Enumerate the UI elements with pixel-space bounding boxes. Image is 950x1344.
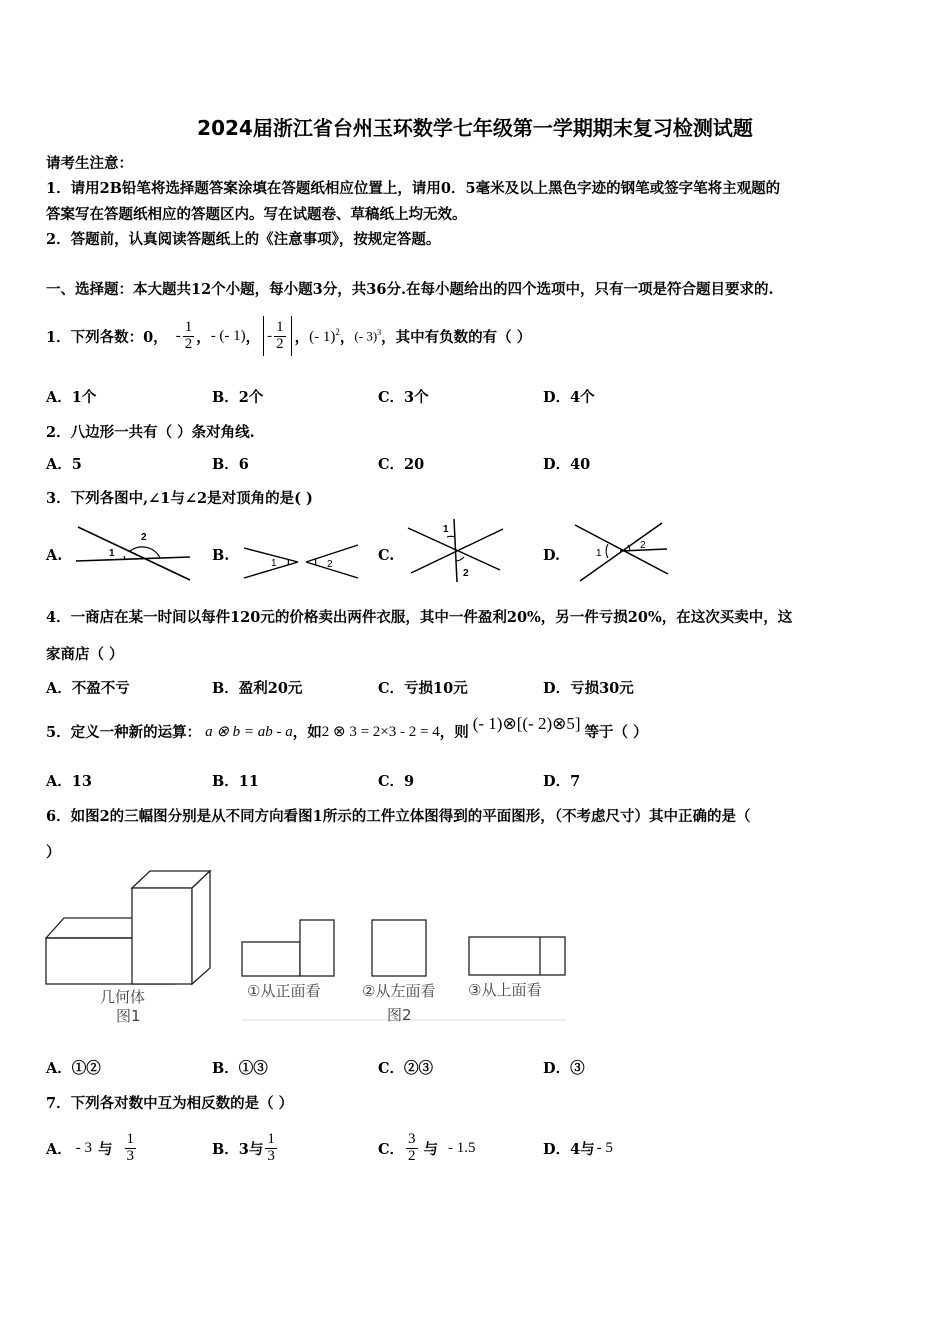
q5-mid: ，如 [292, 723, 322, 741]
q1-sep: ， [245, 328, 261, 346]
q1-neg-sign: - [175, 327, 181, 344]
question-1 [46, 306, 531, 366]
q7-option-b-label: B．3与 [212, 1140, 264, 1158]
q2-option-c[interactable]: C．20 [378, 456, 425, 473]
q1-option-a[interactable]: A．1个 [46, 389, 97, 406]
notice-line-2: 2．答题前，认真阅读答题纸上的《注意事项》，按规定答题。 [46, 231, 441, 248]
q3d-angle-2: 2 [640, 540, 646, 551]
q3c-angle-2: 2 [463, 568, 469, 579]
q1-sep: ， [294, 328, 310, 346]
page-title: 2024届浙江省台州玉环数学七年级第一学期期末复习检测试题 [197, 116, 753, 140]
q4-option-b[interactable]: B．盈利20元 [212, 680, 303, 697]
q5-prefix: 5．定义一种新的运算： [46, 723, 202, 741]
q6-option-d[interactable]: D．③ [543, 1060, 585, 1077]
q3-figure-a [72, 520, 197, 585]
q1-fraction-half: $\frac{1}{2}$ [184, 318, 193, 352]
question-5 [46, 713, 648, 749]
question-4-line-2: 家商店（ ） [46, 646, 124, 663]
q5-expression: (- 1)⊗[(- 2)⊗5] [472, 714, 581, 733]
q3b-angle-2: 2 [327, 559, 333, 570]
q1-sep: ， [339, 328, 355, 346]
q7-option-b[interactable] [212, 1124, 279, 1172]
q1-suffix: ，其中有负数的有（ ） [381, 328, 532, 346]
q7-option-b-fraction: $\frac{1}{3}$ [267, 1130, 275, 1164]
q2-option-a[interactable]: A．5 [46, 456, 82, 473]
notice-line-1a: 1．请用2B铅笔将选择题答案涂填在答题纸相应位置上，请用0．5毫米及以上黑色字迹的钢笔或签字笔将主观题的 [46, 180, 781, 197]
question-3: 3．下列各图中,∠1与∠2是对顶角的是( ) [46, 490, 313, 507]
q3c-angle-1: 1 [443, 524, 449, 535]
q5-option-c[interactable]: C．9 [378, 773, 415, 790]
q7-option-d-value: - 5 [596, 1139, 613, 1156]
q1-item-4: (- 1)$^2$ [309, 326, 340, 345]
q6-view-front-label: ①从正面看 [247, 982, 321, 1000]
q7-option-a-value: - 3 [75, 1139, 93, 1156]
q7-option-c-fraction: $\frac{3}{2}$ [408, 1130, 416, 1164]
q7-option-a-mid: 与 [98, 1140, 113, 1158]
q5-suffix: 等于（ ） [584, 723, 648, 741]
q3a-angle-2: 2 [141, 532, 147, 543]
q3-option-c[interactable]: C. [378, 547, 395, 564]
q7-option-a-fraction: $\frac{1}{3}$ [126, 1130, 135, 1164]
q6-view-left-label: ②从左面看 [362, 982, 436, 1000]
q7-option-a[interactable] [46, 1124, 138, 1172]
notice-heading: 请考生注意： [46, 155, 133, 172]
q1-option-b[interactable]: B．2个 [212, 389, 264, 406]
q6-view-top-label: ③从上面看 [468, 981, 542, 999]
q3-option-b[interactable]: B. [212, 547, 230, 564]
q7-option-c-label: C． [378, 1140, 405, 1158]
notice-line-1b: 答案写在答题纸相应的答题区内。写在试题卷、草稿纸上均无效。 [46, 206, 467, 223]
q3a-angle-1: 1 [109, 548, 115, 559]
q5-then: ，则 [439, 723, 469, 741]
question-2: 2．八边形一共有（ ）条对角线. [46, 424, 255, 441]
q7-option-d[interactable] [543, 1124, 613, 1172]
question-4-line-1: 4．一商店在某一时间以每件120元的价格卖出两件衣服，其中一件盈利20%，另一件亏损20%，在这次买卖中，这 [46, 609, 793, 626]
q7-option-a-label: A． [46, 1140, 72, 1158]
q7-option-c-mid: 与 [423, 1140, 439, 1158]
q5-option-b[interactable]: B．11 [212, 773, 259, 790]
q1-abs-value: - $\frac{1}{2}$ [263, 316, 292, 357]
q4-option-c[interactable]: C．亏损10元 [378, 680, 468, 697]
q1-sep: ， [196, 328, 211, 346]
q3-figure-b [238, 540, 363, 585]
q1-prefix: 1．下列各数：0， [46, 328, 168, 346]
q7-option-c-value: - 1.5 [448, 1139, 476, 1156]
q6-figure-1-label: 图1 [116, 1007, 141, 1025]
q5-example: 2 ⊗ 3 = 2×3 - 2 = 4 [321, 723, 440, 740]
q3-figure-d [570, 518, 675, 586]
q3-figure-c [403, 515, 508, 585]
q3-option-a[interactable]: A. [46, 547, 63, 564]
q1-option-d[interactable]: D．4个 [543, 389, 595, 406]
q7-option-c[interactable] [378, 1124, 476, 1172]
q3-option-d[interactable]: D. [543, 547, 561, 564]
q6-option-c[interactable]: C．②③ [378, 1060, 434, 1077]
q1-option-c[interactable]: C．3个 [378, 389, 429, 406]
question-7: 7．下列各对数中互为相反数的是（ ） [46, 1095, 294, 1112]
q5-option-d[interactable]: D．7 [543, 773, 581, 790]
q2-option-d[interactable]: D．40 [543, 456, 591, 473]
q6-figure-2-label: 图2 [387, 1006, 412, 1024]
section-heading: 一、选择题：本大题共12个小题，每小题3分，共36分.在每小题给出的四个选项中，只有一项是符合题目要求的. [46, 281, 774, 298]
q1-item-5: (- 3)$^3$ [354, 327, 382, 344]
q4-option-a[interactable]: A．不盈不亏 [46, 680, 130, 697]
q6-figure-1-caption: 几何体 [100, 988, 146, 1006]
q5-definition: a ⊗ b = ab - a [205, 723, 293, 740]
q7-option-d-label: D．4与 [543, 1140, 595, 1158]
question-6-line-1: 6．如图2的三幅图分别是从不同方向看图1所示的工件立体图得到的平面图形，（不考虑尺寸）其中正确的是（ [46, 808, 751, 825]
q6-option-a[interactable]: A．①② [46, 1060, 101, 1077]
q1-item-2: - (- 1) [210, 327, 246, 344]
q5-option-a[interactable]: A．13 [46, 773, 92, 790]
question-6-line-2: ） [46, 844, 61, 861]
q3b-angle-1: 1 [271, 558, 277, 569]
q6-option-b[interactable]: B．①③ [212, 1060, 268, 1077]
q4-option-d[interactable]: D．亏损30元 [543, 680, 634, 697]
q2-option-b[interactable]: B．6 [212, 456, 249, 473]
q3d-angle-1: 1 [596, 548, 602, 559]
